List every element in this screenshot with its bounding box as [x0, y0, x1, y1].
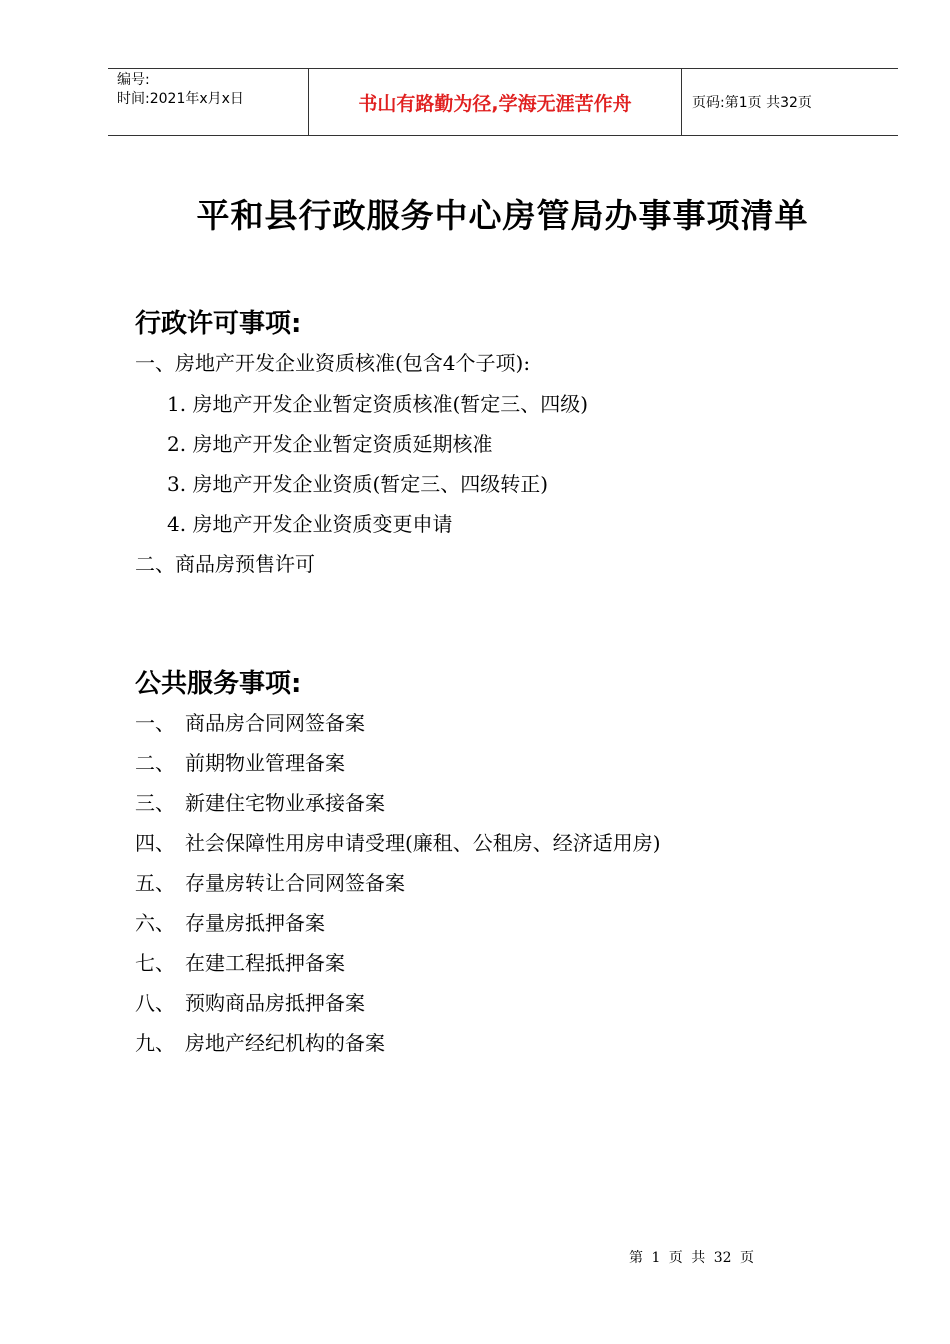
public-item	[135, 867, 405, 896]
public-item-number: 六、	[135, 911, 175, 935]
public-item-text: 商品房合同网签备案	[185, 711, 365, 735]
header-motto: 书山有路勤为径,学海无涯苦作舟	[309, 69, 682, 135]
public-section-heading: 公共服务事项:	[135, 669, 302, 699]
public-item-number: 九、	[135, 1031, 175, 1055]
admin-subitem: 4. 房地产开发企业资质变更申请	[167, 512, 453, 536]
admin-subitem: 3. 房地产开发企业资质(暂定三、四级转正)	[167, 472, 549, 496]
admin-subitem: 1. 房地产开发企业暂定资质核准(暂定三、四级)	[167, 392, 589, 416]
public-item-text: 前期物业管理备案	[185, 751, 345, 775]
public-item	[135, 747, 345, 776]
document-date: 时间:2021年x月x日	[117, 91, 244, 107]
public-item-text: 社会保障性用房申请受理(廉租、公租房、经济适用房)	[185, 831, 661, 855]
admin-section-heading: 行政许可事项:	[135, 309, 302, 339]
public-item-text: 预购商品房抵押备案	[185, 991, 365, 1015]
public-item-text: 存量房转让合同网签备案	[185, 871, 405, 895]
public-item-number: 二、	[135, 751, 175, 775]
public-item-number: 三、	[135, 791, 175, 815]
header-meta-cell	[108, 69, 309, 135]
public-item-number: 五、	[135, 871, 175, 895]
public-item-number: 八、	[135, 991, 175, 1015]
public-item	[135, 947, 345, 976]
public-item	[135, 907, 325, 936]
admin-subitem: 2. 房地产开发企业暂定资质延期核准	[167, 432, 493, 456]
document-number-label: 编号:	[117, 72, 150, 88]
header-page-info: 页码:第1页 共32页	[692, 95, 812, 111]
public-item-number: 一、	[135, 711, 175, 735]
public-item	[135, 707, 365, 736]
public-item-number: 七、	[135, 951, 175, 975]
public-item-text: 在建工程抵押备案	[185, 951, 345, 975]
document-title: 平和县行政服务中心房管局办事事项清单	[196, 196, 809, 235]
public-item-text: 房地产经纪机构的备案	[185, 1031, 385, 1055]
public-item-text: 存量房抵押备案	[185, 911, 325, 935]
page-footer: 第 1 页 共 32 页	[629, 1250, 754, 1266]
public-item-text: 新建住宅物业承接备案	[185, 791, 385, 815]
public-item	[135, 987, 365, 1016]
admin-item-2: 二、商品房预售许可	[135, 552, 315, 576]
admin-item-1: 一、房地产开发企业资质核准(包含4个子项):	[135, 351, 531, 375]
public-item-number: 四、	[135, 831, 175, 855]
public-item	[135, 827, 661, 856]
page-header-table	[108, 68, 898, 136]
public-item	[135, 1027, 385, 1056]
public-item	[135, 787, 385, 816]
